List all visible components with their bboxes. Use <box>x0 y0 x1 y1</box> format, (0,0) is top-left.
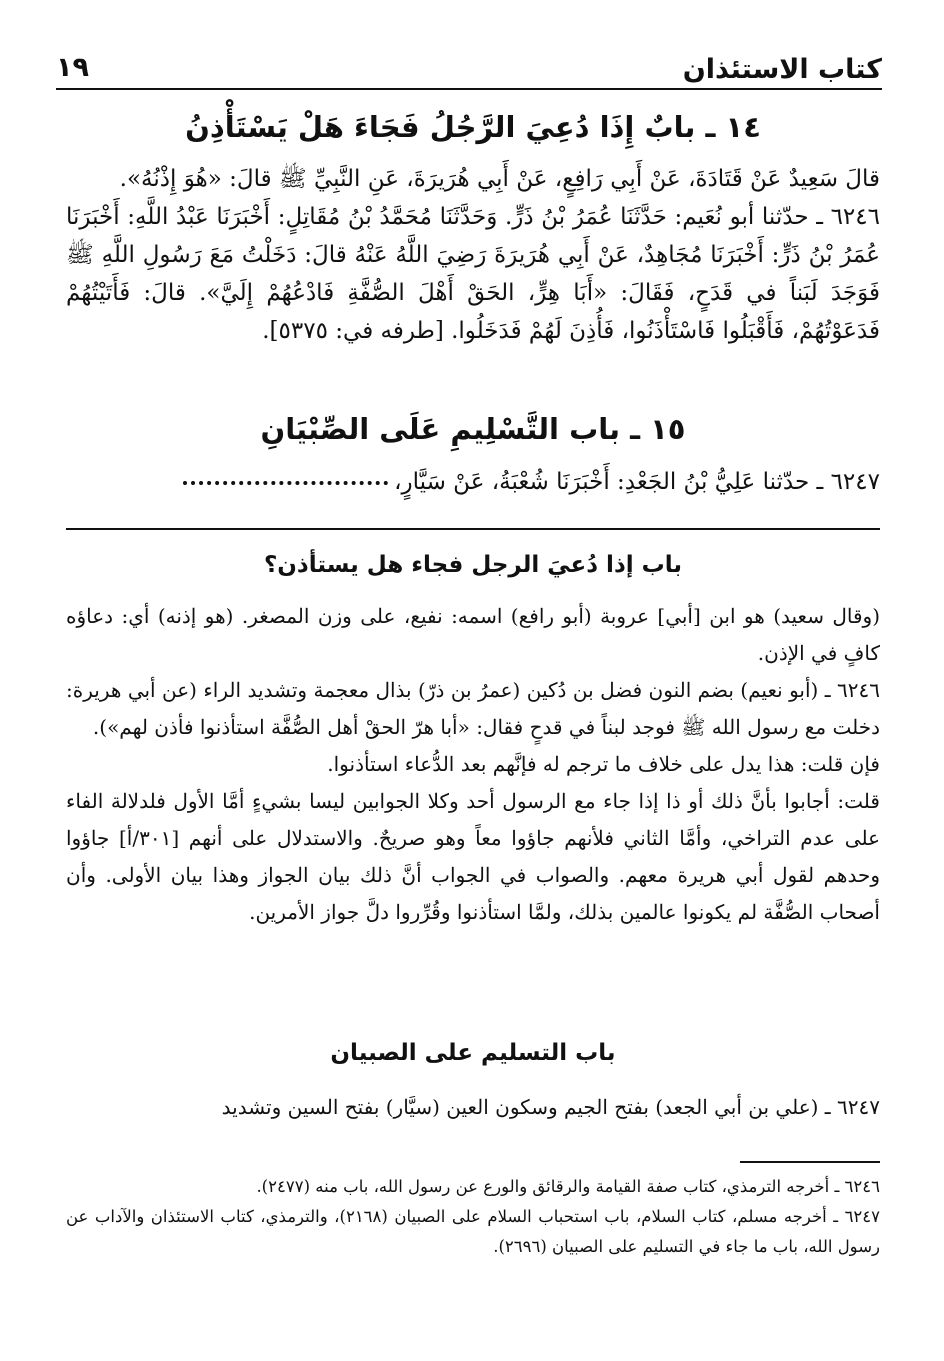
hadith-6246: ٦٢٤٦ ـ حدّثنا أبو نُعَيم: حَدَّثَنَا عُمَرُ بْنُ ذَرٍّ. وَحَدَّثَنَا مُحَمَّدُ بْنُ مُقَاتِلٍ: أَخْبَرَنَا عَبْدُ اللَّهِ: أَخْبَرَنَا عُمَرُ بْنُ ذَرٍّ: أَخْبَرَنَا مُجَاهِدٌ، عَنْ أَبِي هُرَيرَةَ رَضِيَ اللَّهُ عَنْهُ قالَ: دَخَلْتُ مَعَ رَسُولِ اللَّهِ ﷺ فَوَجَدَ لَبَناً في قَدَحٍ، فَقَالَ: «أَبَا هِرٍّ، الحَقْ أَهْلَ الصُّفَّةِ فَادْعُهُمْ إِلَيَّ». قالَ: فَأَتَيْتُهُمْ فَدَعَوْتُهُمْ، فَأَقْبَلُوا فَاسْتَأْذَنُوا، فَأُذِنَ لَهُمْ فَدَخَلُوا. [طرفه في: ٥٣٧٥]. <box>66 204 880 344</box>
commentary-paragraph-2: ٦٢٤٦ ـ (أبو نعيم) بضم النون فضل بن دُكين (عمرُ بن ذرّ) بذال معجمة وتشديد الراء (عن أبي هريرة: دخلت مع رسول الله ﷺ فوجد لبناً في قدحٍ فقال: «أبا هرّ الحقْ أهل الصُّفَّة استأذنوا فأذن لهم»). <box>66 678 880 739</box>
commentary-paragraph-5: ٦٢٤٧ ـ (علي بن أبي الجعد) بفتح الجيم وسكون العين (سيَّار) بفتح السين وتشديد <box>221 1095 880 1119</box>
commentary-section-2 <box>66 1089 880 1126</box>
footnote-6246: ٦٢٤٦ ـ أخرجه الترمذي، كتاب صفة القيامة والرقائق والورع عن رسول الله، باب منه (٢٤٧٧). <box>256 1177 880 1196</box>
page-number: ١٩ <box>56 52 89 83</box>
footnote-divider <box>740 1161 880 1163</box>
book-title: كتاب الاستئذان <box>682 54 882 85</box>
commentary-paragraph-3: فإن قلت: هذا يدل على خلاف ما ترجم له فإنَّهم بعد الدُّعاء استأذنوا. <box>327 752 880 776</box>
commentary-paragraph-4: قلت: أجابوا بأنَّ ذلك أو ذا إذا جاء مع الرسول أحد وكلا الجوابين ليسا بشيءٍ أمَّا الأول فلدلالة الفاء على عدم التراخي، وأمَّا الثاني فلأنهم جاؤوا معاً وهو صريحٌ. والاستدلال على أنهم [٣٠١/أ] جاؤوا وحدهم لقول أبي هريرة معهم. والصواب في الجواب أنَّ ذلك بيان الجواز وهذا بيان الأولى. وأن أصحاب الصُّفَّة لم يكونوا عالمين بذلك، ولمَّا استأذنوا وقُرِّروا دلَّ جواز الأمرين. <box>66 789 880 924</box>
commentary-heading-1: باب إذا دُعيَ الرجل فجاء هل يستأذن؟ <box>263 552 683 578</box>
chapter-15-heading: ١٥ ـ باب التَّسْلِيمِ عَلَى الصِّبْيَانِ <box>260 412 686 446</box>
chapter-14-intro: قالَ سَعِيدٌ عَنْ قَتَادَةَ، عَنْ أَبِي رَافِعٍ، عَنْ أَبِي هُرَيرَةَ، عَنِ النَّبِيِّ ﷺ قالَ: «هُوَ إِذْنُهُ». <box>119 166 880 192</box>
commentary-heading-2: باب التسليم على الصبيان <box>330 1040 616 1066</box>
dotted-leader <box>183 481 388 485</box>
running-header <box>56 44 882 90</box>
hadith-6247-block <box>66 463 880 501</box>
commentary-section-1 <box>66 598 880 931</box>
chapter-14-heading: ١٤ ـ بابٌ إِذَا دُعِيَ الرَّجُلُ فَجَاءَ هَلْ يَسْتَأْذِنُ <box>185 110 761 144</box>
footnote-6247: ٦٢٤٧ ـ أخرجه مسلم، كتاب السلام، باب استحباب السلام على الصبيان (٢١٦٨)، والترمذي، كتاب الاستئذان والآداب عن رسول الله، باب ما جاء في التسليم على الصبيان (٢٦٩٦). <box>66 1207 881 1256</box>
section-divider <box>66 528 880 530</box>
hadith-6247: ٦٢٤٧ ـ حدّثنا عَلِيُّ بْنُ الجَعْدِ: أَخْبَرَنَا شُعْبَةُ، عَنْ سَيَّارٍ، <box>394 469 880 495</box>
footnotes-section <box>66 1172 880 1262</box>
main-text-section <box>66 160 880 350</box>
commentary-paragraph-1: (وقال سعيد) هو ابن [أبي] عروبة (أبو رافع) اسمه: نفيع، على وزن المصغر. (هو إذنه) أي: دعاؤه كافٍ في الإذن. <box>66 604 880 665</box>
